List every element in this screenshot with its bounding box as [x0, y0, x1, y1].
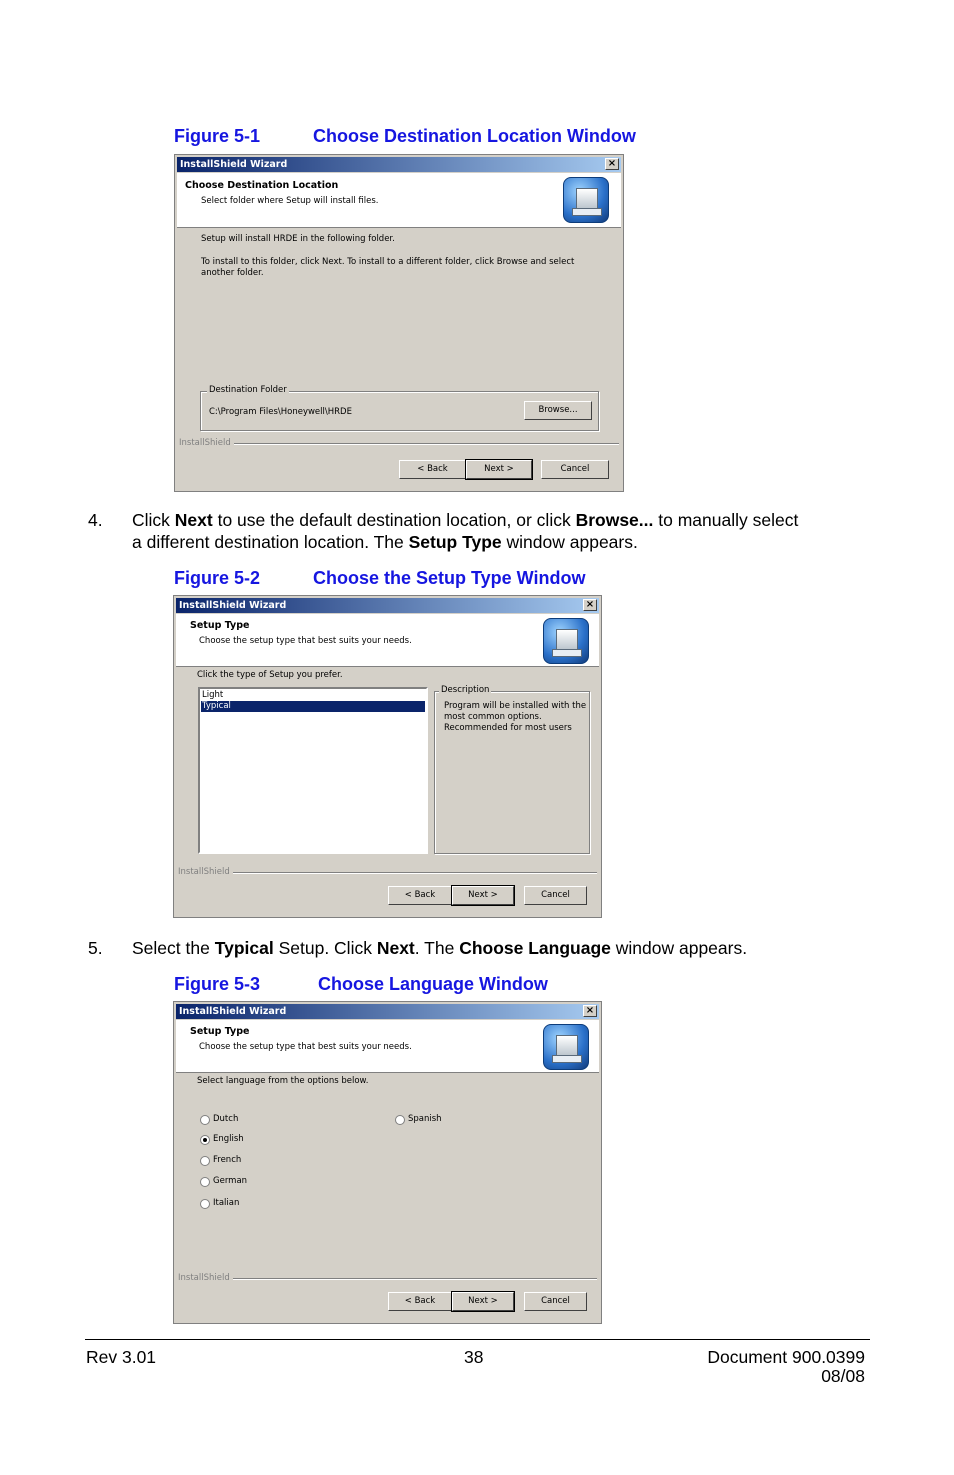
language-prompt: Select language from the options below. — [197, 1076, 369, 1086]
title-bar — [177, 157, 621, 172]
setup-type-dialog — [173, 595, 602, 918]
radio-label-english: English — [213, 1134, 244, 1144]
choose-language-dialog — [173, 1001, 602, 1324]
installshield-logo-icon — [563, 177, 609, 223]
figure-number: Figure 5-2 — [174, 568, 261, 588]
dialog-subheading: Select folder where Setup will install files. — [201, 196, 379, 206]
separator — [179, 443, 619, 445]
dialog-heading: Choose Destination Location — [185, 180, 339, 191]
title-bar-text: InstallShield Wizard — [179, 600, 287, 611]
next-button[interactable]: Next > — [466, 460, 532, 479]
cancel-button[interactable]: Cancel — [524, 1292, 587, 1311]
instructions-line-2: another folder. — [201, 268, 264, 278]
title-bar-text: InstallShield Wizard — [179, 1006, 287, 1017]
list-item-typical[interactable]: Typical — [201, 701, 425, 712]
dialog-header — [177, 173, 621, 228]
cancel-button[interactable]: Cancel — [541, 460, 609, 479]
close-button[interactable] — [583, 1005, 597, 1017]
destination-location-dialog — [174, 154, 624, 492]
instructions-line-1: To install to this folder, click Next. To install to a different folder, click Browse and select — [201, 257, 575, 267]
revision: Rev 3.01 — [86, 1347, 157, 1367]
close-icon: × — [585, 1005, 595, 1016]
document-date: 08/08 — [821, 1366, 865, 1386]
radio-german[interactable] — [200, 1177, 210, 1187]
footer-rule — [85, 1339, 870, 1340]
dialog-subheading: Choose the setup type that best suits your needs. — [199, 636, 412, 646]
back-button[interactable]: < Back — [399, 460, 466, 479]
radio-dutch[interactable] — [200, 1115, 210, 1125]
dialog-header — [176, 614, 599, 667]
setup-type-list[interactable] — [198, 687, 428, 854]
close-button[interactable] — [605, 158, 619, 170]
close-button[interactable] — [583, 599, 597, 611]
radio-english[interactable] — [200, 1135, 210, 1145]
list-item-light[interactable]: Light — [202, 690, 224, 700]
radio-french[interactable] — [200, 1156, 210, 1166]
step-text-line-1: Click Next to use the default destination location, or click Browse... to manually select — [132, 510, 799, 530]
installshield-logo-icon — [543, 1024, 589, 1070]
setup-type-prompt: Click the type of Setup you prefer. — [197, 670, 343, 680]
radio-label-dutch: Dutch — [213, 1114, 239, 1124]
dialog-subheading: Choose the setup type that best suits your needs. — [199, 1042, 412, 1052]
installshield-brand: InstallShield — [178, 867, 233, 877]
installshield-brand: InstallShield — [178, 1273, 233, 1283]
dialog-heading: Setup Type — [190, 620, 250, 631]
step-5 — [88, 937, 878, 959]
close-icon: × — [607, 158, 617, 169]
figure-title: Choose Language Window — [318, 974, 548, 994]
destination-folder-label: Destination Folder — [209, 385, 287, 395]
browse-button[interactable]: Browse... — [524, 401, 592, 420]
figure-number: Figure 5-3 — [174, 974, 261, 994]
title-bar-text: InstallShield Wizard — [180, 159, 288, 170]
radio-label-spanish: Spanish — [408, 1114, 442, 1124]
figure-title: Choose Destination Location Window — [313, 126, 636, 146]
back-button[interactable]: < Back — [388, 886, 452, 905]
description-line-1: Program will be installed with the — [444, 701, 587, 711]
dialog-header — [176, 1020, 599, 1073]
step-4 — [88, 509, 878, 555]
radio-label-french: French — [213, 1155, 242, 1165]
page-number: 38 — [464, 1347, 484, 1367]
title-bar — [176, 598, 599, 613]
radio-label-german: German — [213, 1176, 248, 1186]
separator — [178, 872, 597, 874]
title-bar — [176, 1004, 599, 1019]
description-label: Description — [441, 685, 490, 695]
next-button[interactable]: Next > — [452, 1292, 514, 1311]
folder-path: C:\Program Files\Honeywell\HRDE — [209, 407, 352, 417]
step-number: 5. — [88, 938, 103, 958]
next-button[interactable]: Next > — [452, 886, 514, 905]
back-button[interactable]: < Back — [388, 1292, 452, 1311]
installshield-brand: InstallShield — [179, 438, 234, 448]
figure-title: Choose the Setup Type Window — [313, 568, 586, 588]
step-text-line-2: a different destination location. The Setup Type window appears. — [132, 532, 638, 552]
radio-spanish[interactable] — [395, 1115, 405, 1125]
step-number: 4. — [88, 510, 103, 530]
dialog-heading: Setup Type — [190, 1026, 250, 1037]
installshield-logo-icon — [543, 618, 589, 664]
close-icon: × — [585, 599, 595, 610]
install-folder-text: Setup will install HRDE in the following folder. — [201, 234, 395, 244]
step-text: Select the Typical Setup. Click Next. The Choose Language window appears. — [132, 938, 748, 958]
document-number: Document 900.0399 — [707, 1347, 865, 1367]
description-line-2: most common options. — [444, 712, 542, 722]
figure-number: Figure 5-1 — [174, 126, 261, 146]
radio-italian[interactable] — [200, 1199, 210, 1209]
description-line-3: Recommended for most users — [444, 723, 572, 733]
cancel-button[interactable]: Cancel — [524, 886, 587, 905]
separator — [178, 1278, 597, 1280]
radio-label-italian: Italian — [213, 1198, 240, 1208]
